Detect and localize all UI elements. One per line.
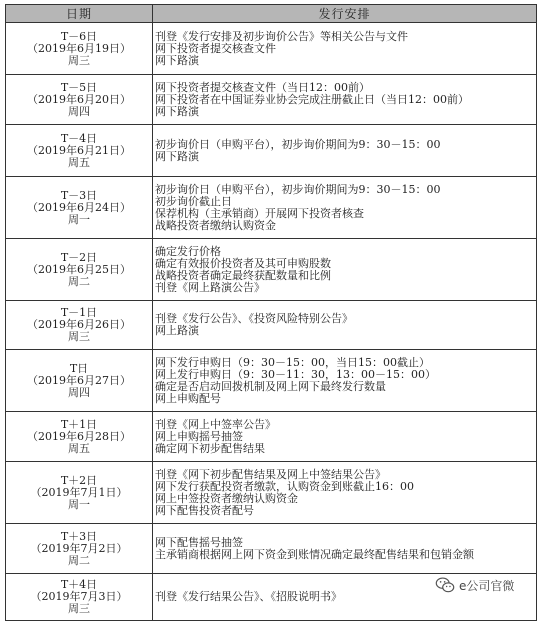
date-line: T－2日	[60, 250, 98, 264]
arrangement-line: 网上申购配号	[155, 391, 221, 405]
date-line: 周四	[68, 104, 90, 118]
arrangement-line: 网下投资者在中国证券业协会完成注册截止日（当日12：00前）	[155, 92, 469, 106]
arrangement-cell	[153, 75, 537, 125]
arrangement-line: 刊登《发行公告》、《投资风险特别公告》	[155, 312, 353, 325]
date-cell	[6, 177, 153, 239]
schedule-row	[6, 23, 537, 75]
date-line: T＋1日	[60, 417, 98, 431]
arrangement-line: 保荐机构（主承销商）开展网下投资者核查	[155, 206, 364, 220]
date-cell	[6, 412, 153, 462]
date-cell	[6, 462, 153, 524]
issuance-schedule-table	[5, 4, 537, 621]
date-line: T＋4日	[60, 578, 98, 591]
arrangement-line: 网上申购摇号抽签	[155, 429, 243, 443]
schedule-row	[6, 301, 537, 350]
wechat-icon	[434, 574, 456, 596]
date-line: 周二	[68, 553, 90, 567]
date-line: 周一	[68, 497, 90, 511]
date-cell	[6, 125, 153, 177]
arrangement-cell	[153, 412, 537, 462]
date-line: 周三	[68, 602, 90, 615]
date-line: T－5日	[60, 80, 98, 94]
date-line: T－1日	[60, 306, 98, 319]
arrangement-line: 网上发行申购日（9：30－11：30，13：00－15：00）	[155, 367, 436, 381]
date-line: T＋3日	[60, 529, 98, 543]
arrangement-line: 确定发行价格	[155, 244, 221, 258]
arrangement-line: 战略投资者确定最终获配数量和比例	[155, 268, 331, 282]
date-line: （2019年6月19日）	[27, 41, 131, 55]
date-line: 周二	[68, 274, 90, 288]
date-line: 周一	[68, 212, 90, 226]
schedule-row	[6, 177, 537, 239]
schedule-row	[6, 75, 537, 125]
arrangement-line: 网下配售投资者配号	[155, 503, 254, 517]
date-line: T日	[69, 361, 89, 375]
date-line: T－3日	[60, 188, 98, 202]
schedule-row	[6, 462, 537, 524]
date-cell	[6, 524, 153, 574]
date-cell	[6, 75, 153, 125]
date-line: （2019年6月28日）	[27, 429, 131, 443]
header-date: 日期	[6, 5, 153, 23]
date-line: T－6日	[60, 29, 98, 43]
arrangement-line: 初步询价日（申购平台），初步询价期间为9：30－15：00	[155, 182, 441, 196]
arrangement-cell	[153, 350, 537, 412]
arrangement-line: 战略投资者缴纳认购资金	[155, 218, 276, 232]
schedule-row	[6, 125, 537, 177]
arrangement-line: 刊登《网上路演公告》	[155, 280, 265, 294]
arrangement-cell	[153, 301, 537, 350]
arrangement-line: 确定有效报价投资者及其可申购股数	[155, 256, 331, 270]
date-line: 周四	[68, 385, 90, 399]
arrangement-line: 确定网下初步配售结果	[155, 441, 265, 455]
date-line: （2019年7月1日）	[30, 485, 128, 499]
date-line: （2019年6月25日）	[27, 262, 131, 276]
header-arrangement: 发行安排	[153, 5, 537, 23]
arrangement-line: 网上中签投资者缴纳认购资金	[155, 491, 298, 505]
arrangement-cell	[153, 23, 537, 75]
date-line: 周三	[68, 330, 90, 343]
arrangement-line: 刊登《网上中签率公告》	[155, 417, 276, 431]
date-line: （2019年6月26日）	[27, 318, 131, 331]
arrangement-line: 初步询价截止日	[155, 194, 232, 208]
date-cell	[6, 574, 153, 621]
arrangement-cell	[153, 125, 537, 177]
arrangement-line: 确定是否启动回拨机制及网上网下最终发行数量	[155, 379, 386, 393]
date-line: （2019年7月3日）	[30, 590, 128, 603]
arrangement-line: 网下路演	[155, 149, 199, 163]
date-cell	[6, 23, 153, 75]
schedule-row	[6, 350, 537, 412]
schedule-row	[6, 412, 537, 462]
arrangement-line: 网下路演	[155, 53, 199, 67]
arrangement-line: 刊登《发行安排及初步询价公告》等相关公告与文件	[155, 29, 408, 43]
date-cell	[6, 301, 153, 350]
arrangement-cell	[153, 462, 537, 524]
arrangement-line: 网下投资者提交核查文件	[155, 41, 276, 55]
date-line: 周五	[68, 155, 90, 169]
date-line: 周三	[68, 53, 90, 67]
date-line: 周五	[68, 441, 90, 455]
arrangement-line: 网下配售摇号抽签	[155, 535, 243, 549]
arrangement-line: 刊登《发行结果公告》、《招股说明书》	[155, 590, 342, 603]
watermark-text: e公司官微	[459, 578, 515, 593]
date-line: （2019年7月2日）	[30, 541, 128, 555]
table-header-row	[6, 5, 537, 23]
watermark	[434, 573, 514, 597]
arrangement-line: 网下路演	[155, 104, 199, 118]
arrangement-cell	[153, 524, 537, 574]
arrangement-line: 刊登《网下初步配售结果及网上中签结果公告》	[155, 467, 386, 481]
date-cell	[6, 350, 153, 412]
arrangement-cell	[153, 177, 537, 239]
date-line: （2019年6月20日）	[27, 92, 131, 106]
arrangement-line: 初步询价日（申购平台），初步询价期间为9：30－15：00	[155, 137, 441, 151]
arrangement-line: 网下投资者提交核查文件（当日12：00前）	[155, 80, 370, 94]
schedule-row	[6, 239, 537, 301]
arrangement-line: 主承销商根据网上网下资金到账情况确定最终配售结果和包销金额	[155, 547, 474, 561]
arrangement-line: 网下发行申购日（9：30－15：00，当日15：00截止）	[155, 355, 430, 369]
date-line: T－4日	[60, 131, 98, 145]
date-line: （2019年6月27日）	[27, 373, 131, 387]
arrangement-cell	[153, 239, 537, 301]
date-line: （2019年6月21日）	[27, 143, 131, 157]
date-line: （2019年6月24日）	[27, 200, 131, 214]
date-cell	[6, 239, 153, 301]
schedule-row	[6, 524, 537, 574]
arrangement-line: 网下发行获配投资者缴款，认购资金到账截止16：00	[155, 479, 414, 493]
arrangement-line: 网上路演	[155, 324, 199, 337]
date-line: T＋2日	[60, 473, 98, 487]
